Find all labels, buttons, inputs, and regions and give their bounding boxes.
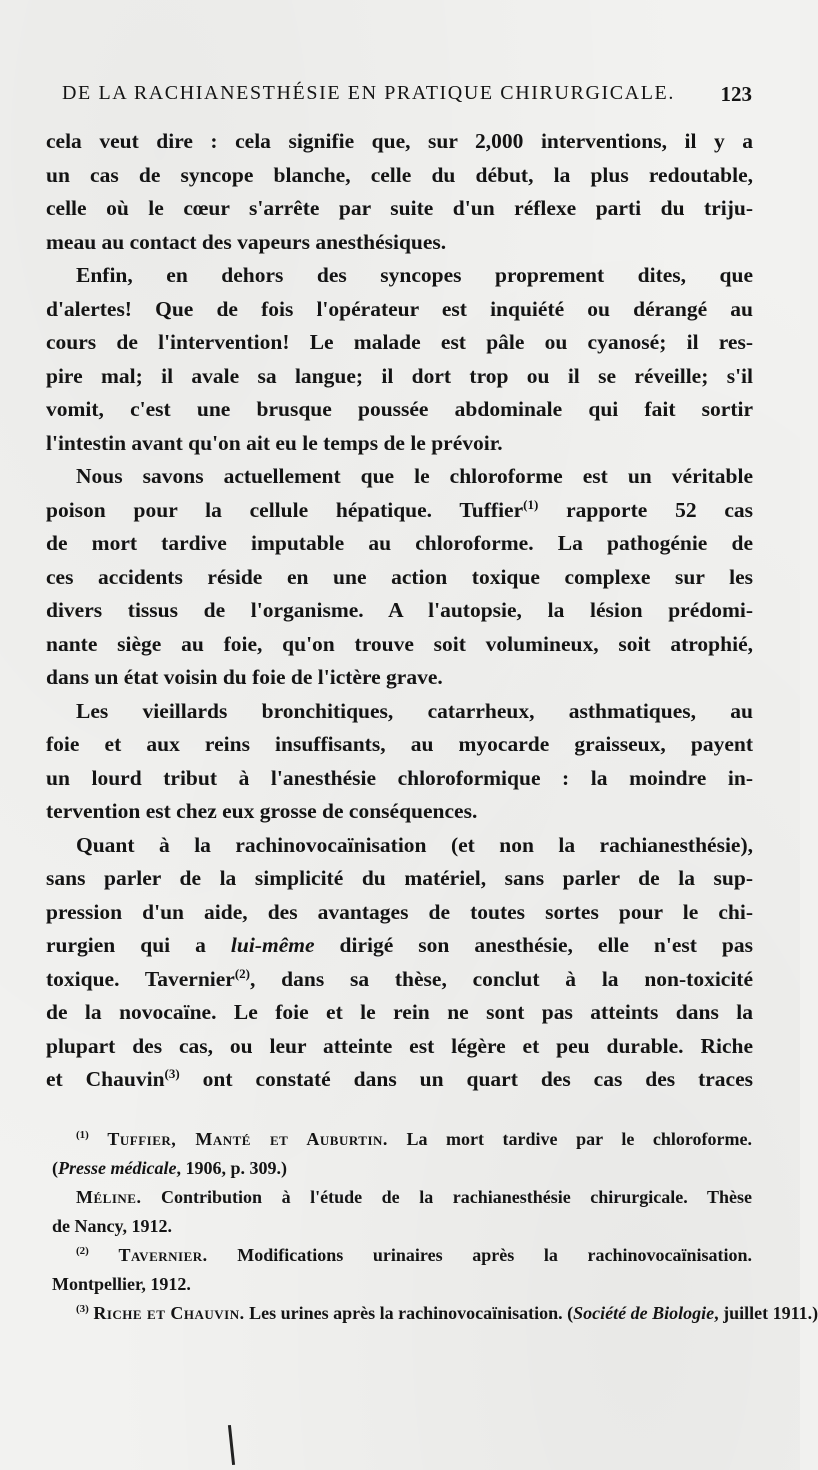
main-text xyxy=(46,125,753,1097)
footnote-text: La mort tardive par le chloroforme. xyxy=(387,1129,752,1149)
footnote-source: Société de Biologie xyxy=(573,1303,715,1323)
footnote-3 xyxy=(52,1299,818,1328)
text-line: foie et aux reins insuffisants, au myocarde graisseux, payent xyxy=(46,732,753,756)
footnote-text: Les urines après la rachinovocaïnisation. ( xyxy=(244,1303,574,1323)
text-line: Enfin, en dehors des syncopes proprement dites, que xyxy=(76,263,753,287)
scan-blemish xyxy=(228,1425,235,1465)
footnote-1-cont: (Presse médicale, 1906, p. 309.) xyxy=(52,1158,287,1178)
text-line: Quant à la rachinovocaïnisation (et non la rachianesthésie), xyxy=(76,832,753,857)
text-line: pire mal; il avale sa langue; il dort trop ou il se réveille; s'il xyxy=(46,363,753,388)
text-line: vomit, c'est une brusque poussée abdominale qui fait sortir xyxy=(46,397,753,421)
footnote-mark: (2) xyxy=(76,1245,89,1257)
footnote-mark: (1) xyxy=(76,1129,89,1141)
text-line: ces accidents réside en une action toxique complexe sur les xyxy=(46,564,753,589)
text-fragment: rapporte 52 cas xyxy=(566,497,753,522)
text-fragment: rurgien qui a xyxy=(46,933,231,957)
text-line: Les vieillards bronchitiques, catarrheux, asthmatiques, au xyxy=(76,698,753,723)
text-line: meau au contact des vapeurs anesthésiques. xyxy=(46,229,447,254)
text-fragment: toxique. Tavernier xyxy=(46,966,235,991)
text-line: de mort tardive imputable au chloroforme. La pathogénie de xyxy=(46,531,753,555)
text-fragment-italic: lui-même xyxy=(230,933,315,957)
text-line: cours de l'intervention! Le malade est pâle ou cyanosé; il res- xyxy=(46,330,753,354)
text-line: cela veut dire : cela signifie que, sur 2,000 interventions, il y a xyxy=(46,129,753,153)
text-line: un cas de syncope blanche, celle du début, la plus redoutable, xyxy=(46,162,753,187)
text-line xyxy=(46,1063,753,1097)
footnote-author: Tuffier, Manté et Auburtin. xyxy=(107,1129,388,1149)
footnote-ref: (3) xyxy=(164,1065,180,1081)
footnote-text: , 1906, p. 309.) xyxy=(176,1158,287,1178)
text-line: l'intestin avant qu'on ait eu le temps de le prévoir. xyxy=(46,430,503,455)
text-line: un lourd tribut à l'anesthésie chloroformique : la moindre in- xyxy=(46,765,753,790)
text-line xyxy=(46,494,753,528)
text-line xyxy=(46,963,753,997)
text-line: divers tissus de l'organisme. A l'autopsie, la lésion prédomi- xyxy=(46,598,753,622)
text-line: tervention est chez eux grosse de conséquences. xyxy=(46,799,478,823)
footnote-source: Presse médicale xyxy=(58,1158,177,1178)
running-header xyxy=(62,82,752,112)
text-line: celle où le cœur s'arrête par suite d'un réflexe parti du triju- xyxy=(46,196,753,220)
text-line: plupart des cas, ou leur atteinte est légère et peu durable. Riche xyxy=(46,1033,753,1058)
text-fragment: et Chauvin xyxy=(46,1067,165,1091)
text-fragment: ont constaté dans un quart des cas des traces xyxy=(179,1067,753,1091)
text-fragment: poison pour la cellule hépatique. Tuffier xyxy=(46,497,524,522)
footnote-text: , juillet 1911.) xyxy=(714,1303,818,1323)
footnote-1 xyxy=(52,1125,752,1154)
footnote-text: Modifications urinaires après la rachinovocaïnisation. xyxy=(207,1245,752,1265)
footnote-author: Riche et Chauvin. xyxy=(93,1303,245,1323)
footnote-2 xyxy=(52,1241,752,1270)
footnote-text: Contribution à l'étude de la rachianesthésie chirurgicale. Thèse xyxy=(141,1187,752,1207)
text-line: sans parler de la simplicité du matériel, sans parler de la sup- xyxy=(46,866,753,890)
page-number: 123 xyxy=(720,82,752,106)
text-line xyxy=(46,929,753,963)
footnote-1b-cont: de Nancy, 1912. xyxy=(52,1216,173,1236)
text-fragment: , dans sa thèse, conclut à la non-toxicité xyxy=(250,966,754,991)
footnote-author: Méline. xyxy=(76,1187,142,1207)
text-line: dans un état voisin du foie de l'ictère grave. xyxy=(46,665,443,689)
text-line: de la novocaïne. Le foie et le rein ne sont pas atteints dans la xyxy=(46,1000,753,1024)
running-title: DE LA RACHIANESTHÉSIE EN PRATIQUE CHIRURGICALE. xyxy=(62,82,675,104)
footnote-author: Tavernier. xyxy=(118,1245,208,1265)
footnote-ref: (2) xyxy=(234,965,251,981)
footnotes xyxy=(52,1125,818,1328)
footnote-ref: (1) xyxy=(523,496,539,512)
footnote-1b xyxy=(52,1183,752,1212)
text-line: d'alertes! Que de fois l'opérateur est inquiété ou dérangé au xyxy=(46,296,753,321)
text-fragment: dirigé son anesthésie, elle n'est pas xyxy=(314,933,753,957)
text-line: nante siège au foie, qu'on trouve soit volumineux, soit atrophié, xyxy=(46,631,753,656)
footnote-mark: (3) xyxy=(76,1303,89,1315)
text-line: pression d'un aide, des avantages de toutes sortes pour le chi- xyxy=(46,899,753,924)
text-line: Nous savons actuellement que le chloroforme est un véritable xyxy=(76,464,753,488)
footnote-2-cont: Montpellier, 1912. xyxy=(52,1274,191,1294)
